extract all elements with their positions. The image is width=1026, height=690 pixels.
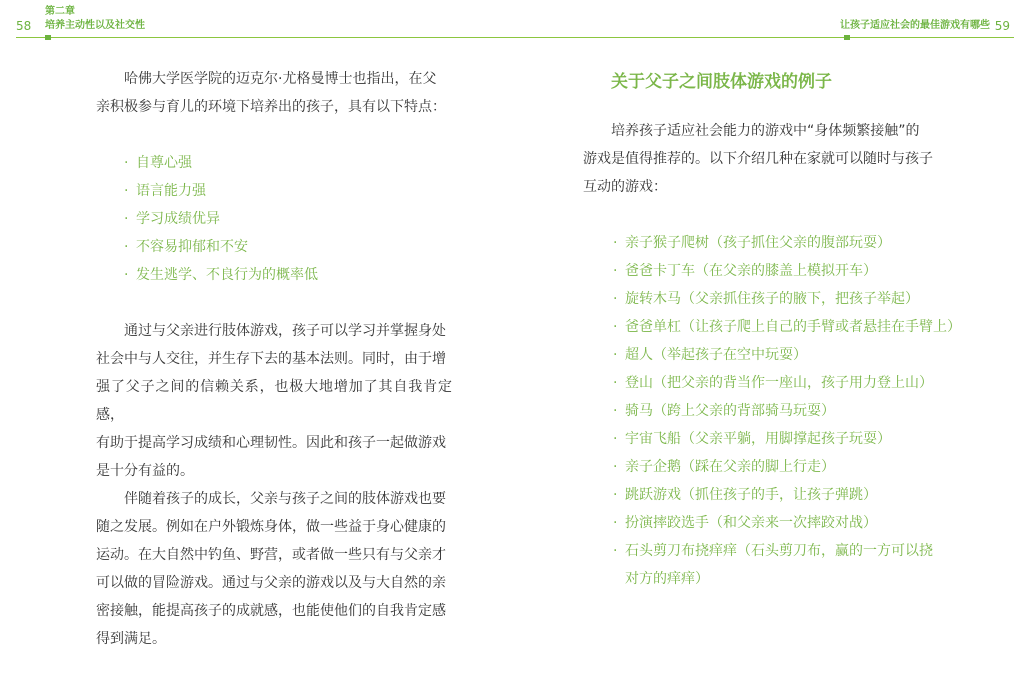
list-item	[613, 509, 943, 537]
list-item-text: 学习成绩优异	[136, 211, 220, 227]
list-item-text: 语言能力强	[136, 183, 206, 199]
text-line: 强了父子之间的信赖关系，也极大地增加了其自我肯定感，	[96, 379, 452, 423]
list-item-text: 爸爸卡丁车（在父亲的膝盖上模拟开车）	[625, 263, 877, 279]
header-rule-marker-left	[45, 35, 51, 40]
left-page-number: 58	[16, 19, 32, 33]
text-line: 互动的游戏：	[583, 179, 667, 195]
list-item-text: 宇宙飞船（父亲平躺，用脚撑起孩子玩耍）	[625, 431, 891, 447]
list-item	[613, 397, 943, 425]
list-item-text: 自尊心强	[136, 155, 192, 171]
traits-list	[96, 149, 452, 289]
header-rule	[16, 37, 1014, 38]
text-line: 随之发展。例如在户外锻炼身体，做一些益于身心健康的	[96, 519, 446, 535]
bullet-icon: ·	[613, 291, 618, 307]
list-item-text: 跳跃游戏（抓住孩子的手，让孩子弹跳）	[625, 487, 877, 503]
list-item-text: 超人（举起孩子在空中玩耍）	[625, 347, 807, 363]
text-line: 伴随着孩子的成长，父亲与孩子之间的肢体游戏也要	[124, 491, 446, 507]
page-header	[0, 0, 1026, 45]
bullet-icon: ·	[124, 267, 129, 283]
header-rule-marker-right	[844, 35, 850, 40]
bullet-icon: ·	[613, 403, 618, 419]
list-item-text: 发生逃学、不良行为的概率低	[136, 267, 318, 283]
right-page-body	[583, 65, 961, 593]
list-item-text: 亲子企鹅（踩在父亲的脚上行走）	[625, 459, 835, 475]
list-item	[124, 205, 452, 233]
list-item-text: 石头剪刀布挠痒痒（石头剪刀布，赢的一方可以挠	[625, 543, 933, 559]
left-page-body	[96, 65, 452, 653]
bullet-icon: ·	[613, 319, 618, 335]
bullet-icon: ·	[124, 155, 129, 171]
bullet-icon: ·	[613, 515, 618, 531]
bullet-icon: ·	[124, 211, 129, 227]
bullet-icon: ·	[613, 543, 618, 559]
text-line: 可以做的冒险游戏。通过与父亲的游戏以及与大自然的亲	[96, 575, 446, 591]
list-item	[124, 261, 452, 289]
bullet-icon: ·	[613, 235, 618, 251]
list-item	[613, 257, 943, 285]
text-line: 是十分有益的。	[96, 463, 194, 479]
list-item	[124, 177, 452, 205]
bullet-icon: ·	[613, 459, 618, 475]
bullet-icon: ·	[613, 263, 618, 279]
right-page-number: 59	[994, 19, 1010, 33]
body-paragraph-2	[96, 485, 452, 653]
list-item-text: 扮演摔跤选手（和父亲来一次摔跤对战）	[625, 515, 877, 531]
list-item	[124, 149, 452, 177]
text-line: 得到满足。	[96, 631, 166, 647]
body-paragraph-1	[96, 317, 452, 485]
list-item-text: 爸爸单杠（让孩子爬上自己的手臂或者悬挂在手臂上）	[625, 319, 961, 335]
list-item	[613, 229, 943, 257]
bullet-icon: ·	[613, 347, 618, 363]
right-running-title: 让孩子适应社会的最佳游戏有哪些	[840, 20, 990, 31]
list-item-text: 旋转木马（父亲抓住孩子的腋下，把孩子举起）	[625, 291, 919, 307]
left-intro-paragraph	[96, 65, 452, 121]
list-item	[613, 537, 943, 593]
bullet-icon: ·	[124, 183, 129, 199]
text-line: 密接触，能提高孩子的成就感，也能使他们的自我肯定感	[96, 603, 446, 619]
text-line: 社会中与人交往，并生存下去的基本法则。同时，由于增	[96, 351, 446, 367]
text-line: 亲积极参与育儿的环境下培养出的孩子，具有以下特点：	[96, 99, 446, 115]
list-item	[613, 313, 961, 341]
list-item-text: 亲子猴子爬树（孩子抓住父亲的腹部玩耍）	[625, 235, 891, 251]
list-item	[613, 341, 943, 369]
right-intro-paragraph	[583, 117, 943, 201]
text-line: 培养孩子适应社会能力的游戏中“身体频繁接触”的	[611, 123, 920, 139]
text-line: 运动。在大自然中钓鱼、野营，或者做一些只有与父亲才	[96, 547, 446, 563]
text-line: 有助于提高学习成绩和心理韧性。因此和孩子一起做游戏	[96, 435, 446, 451]
games-list	[583, 229, 961, 593]
chapter-title: 培养主动性以及社交性	[45, 20, 145, 31]
section-heading: 关于父子之间肢体游戏的例子	[611, 72, 832, 92]
list-item	[613, 425, 943, 453]
list-item-text-continuation: 对方的痒痒）	[625, 571, 709, 587]
bullet-icon: ·	[613, 487, 618, 503]
list-item	[613, 481, 943, 509]
bullet-icon: ·	[613, 431, 618, 447]
list-item	[613, 369, 943, 397]
bullet-icon: ·	[613, 375, 618, 391]
list-item-text: 骑马（跨上父亲的背部骑马玩耍）	[625, 403, 835, 419]
text-line: 游戏是值得推荐的。以下介绍几种在家就可以随时与孩子	[583, 151, 933, 167]
list-item-text: 不容易抑郁和不安	[136, 239, 248, 255]
list-item-text: 登山（把父亲的背当作一座山，孩子用力登上山）	[625, 375, 933, 391]
list-item	[124, 233, 452, 261]
text-line: 哈佛大学医学院的迈克尔·尤格曼博士也指出，在父	[124, 71, 437, 87]
chapter-number: 第二章	[45, 6, 75, 17]
text-line: 通过与父亲进行肢体游戏，孩子可以学习并掌握身处	[124, 323, 446, 339]
list-item	[613, 453, 943, 481]
bullet-icon: ·	[124, 239, 129, 255]
list-item	[613, 285, 943, 313]
